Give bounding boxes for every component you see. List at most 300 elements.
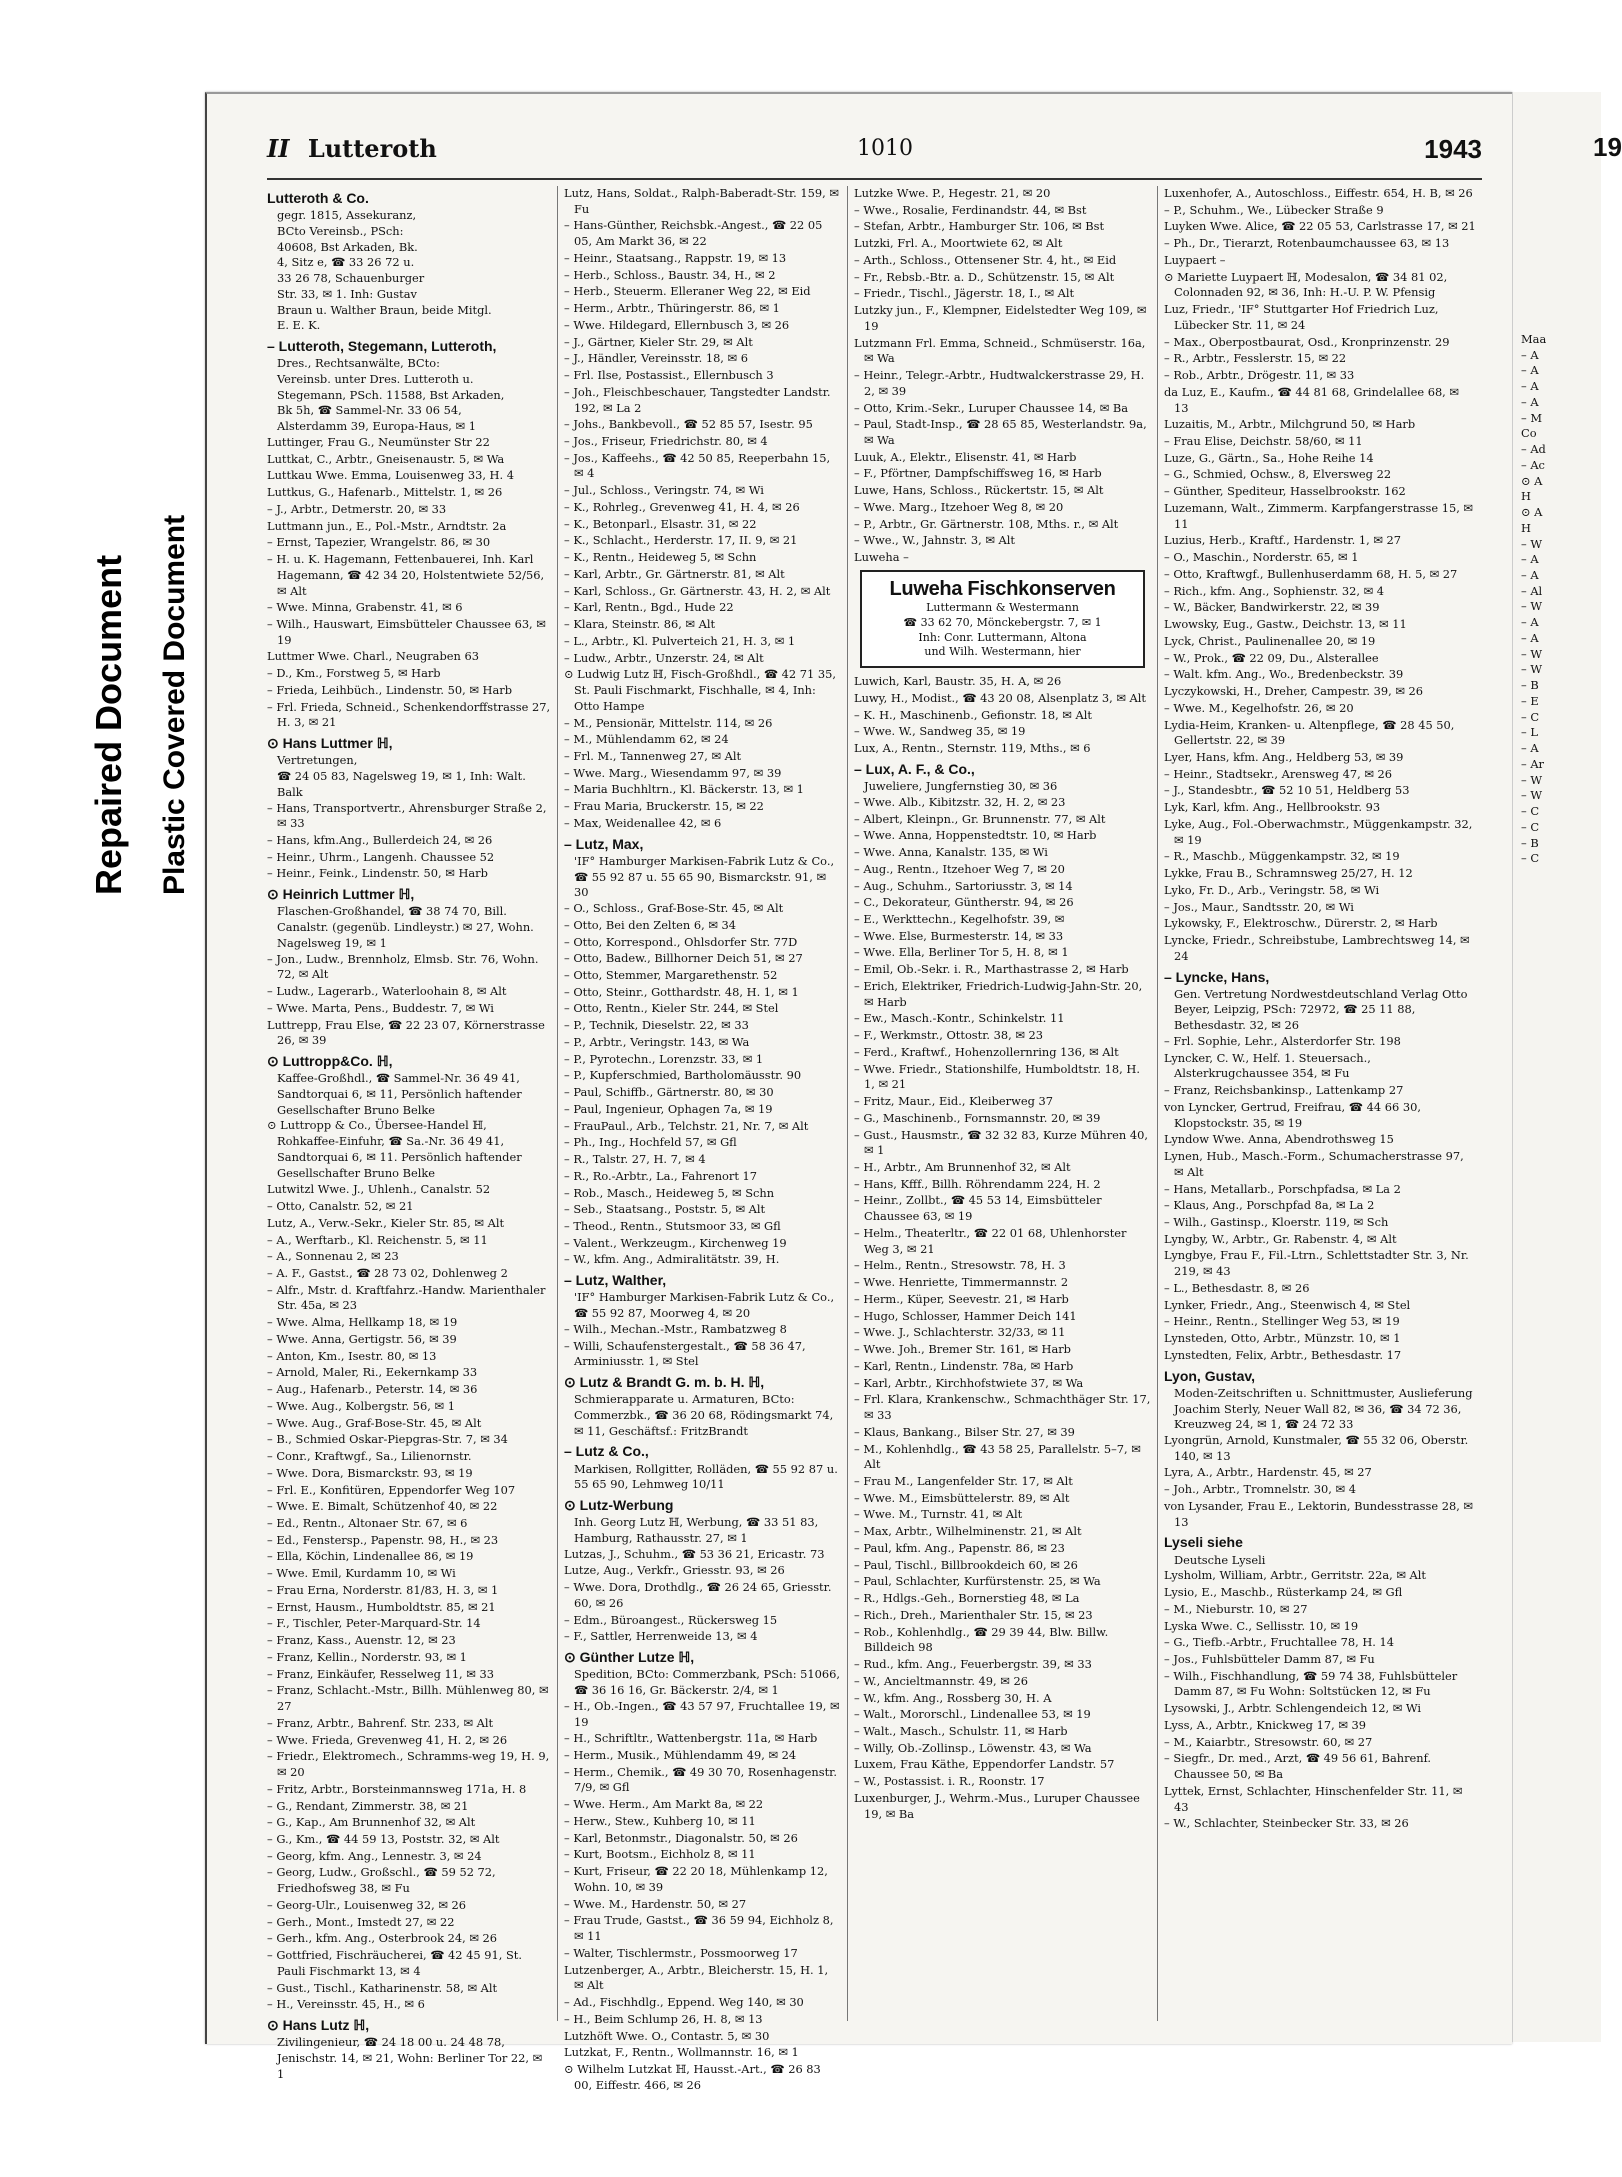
directory-entry: Lutz, Hans, Soldat., Ralph-Baberadt-Str. 159, ✉ Fu (564, 186, 839, 216)
directory-entry: – Karl, Arbtr., Kirchhofstwiete 37, ✉ Wa (854, 1375, 1084, 1390)
firm-detail-line: Spedition, BCto: Commerzbank, PSch: 51066, ☎ 36 16 16, Gr. Bäckerstr. 2/4, ✉ 1 (574, 1667, 841, 1698)
directory-entry: – Helm., Rentn., Stresowstr. 78, H. 3 (854, 1258, 1066, 1273)
firm-detail-line: Braun u. Walther Braun, beide Mitgl. (277, 302, 492, 317)
neighbor-line: – A (1521, 394, 1539, 409)
directory-entry: – G., Rendant, Zimmerstr. 38, ✉ 21 (267, 1798, 469, 1813)
directory-entry: Lyer, Hans, kfm. Ang., Heldberg 53, ✉ 39 (1164, 749, 1404, 764)
directory-entry: – Max, Weidenallee 42, ✉ 6 (564, 815, 722, 830)
neighbor-line: – Al (1521, 583, 1543, 598)
directory-entry: – L., Arbtr., Kl. Pulverteich 21, H. 3, ✉ 1 (564, 633, 796, 648)
directory-entry: – H. u. K. Hagemann, Fettenbauerei, Inh. Karl Hagemann, ☎ 42 34 20, Holstentwiete 52/56, ✉ Alt (267, 552, 545, 598)
directory-entry: – Karl, Betonmstr., Diagonalstr. 50, ✉ 26 (564, 1830, 798, 1845)
directory-entry: – Wwe. M., Hardenstr. 50, ✉ 27 (564, 1896, 747, 1911)
directory-entry: Luzemann, Walt., Zimmerm. Karpfangerstrasse 15, ✉ 11 (1164, 500, 1473, 531)
directory-entry: – G., Km., ☎ 44 59 13, Poststr. 32, ✉ Alt (267, 1831, 500, 1846)
directory-entry: – Wwe. Ella, Berliner Tor 5, H. 8, ✉ 1 (854, 945, 1069, 960)
directory-entry: – Frieda, Leihbüch., Lindenstr. 50, ✉ Harb (267, 682, 512, 697)
directory-entry: – Frl. Klara, Krankenschw., Schmachthäger Str. 17, ✉ 33 (854, 1392, 1151, 1423)
neighbor-line: H (1521, 489, 1531, 504)
directory-entry: – P., Kupferschmied, Bartholomäusstr. 90 (564, 1068, 802, 1083)
directory-entry: – Ludw., Arbtr., Unzerstr. 24, ✉ Alt (564, 650, 764, 665)
directory-entry: – Ph., Ing., Hochfeld 57, ✉ Gfl (564, 1135, 737, 1150)
directory-entry: – Heinr., Staatsang., Rappstr. 19, ✉ 13 (564, 250, 787, 265)
directory-entry: – J., Arbtr., Detmerstr. 20, ✉ 33 (267, 501, 447, 516)
directory-entry: – Otto, Korrespond., Ohlsdorfer Str. 77D (564, 934, 798, 949)
directory-entry: Lysowski, J., Arbtr. Schlengendeich 12, ✉ Wi (1164, 1701, 1422, 1716)
advertisement-line: ☎ 33 62 70, Mönckebergstr. 7, ✉ 1 (903, 615, 1102, 629)
directory-entry: – Heinr., Zollbt., ☎ 45 53 14, Eimsbütteler Chaussee 63, ✉ 19 (854, 1193, 1102, 1224)
directory-entry: – Otto, Bei den Zelten 6, ✉ 34 (564, 917, 736, 932)
directory-entry: Luwe, Hans, Schloss., Rückertstr. 15, ✉ Alt (854, 483, 1104, 498)
directory-entry: Lux, A., Rentn., Sternstr. 119, Mths., ✉ 6 (854, 741, 1091, 756)
directory-entry: Luttrepp, Frau Else, ☎ 22 23 07, Körnerstrasse 26, ✉ 39 (267, 1017, 545, 1048)
directory-entry: – Gottfried, Fischräucherei, ☎ 42 45 91, St. Pauli Fischmarkt 13, ✉ 4 (267, 1948, 522, 1978)
directory-entry: – Stefan, Arbtr., Hamburger Str. 106, ✉ Bst (854, 219, 1105, 234)
directory-entry: – W., kfm. Ang., Rossberg 30, H. A (854, 1690, 1052, 1705)
directory-entry: – G., Schmied, Ochsw., 8, Elversweg 22 (1164, 467, 1392, 482)
directory-entry: – Fritz, Maur., Eid., Kleiberweg 37 (854, 1094, 1053, 1109)
directory-entry: Luwich, Karl, Baustr. 35, H. A, ✉ 26 (854, 674, 1062, 689)
directory-entry: – Heinr., Rentn., Stellinger Weg 53, ✉ 19 (1164, 1314, 1400, 1329)
neighbor-page-edge (1512, 92, 1622, 2042)
directory-entry: – F., Pförtner, Dampfschiffsweg 16, ✉ Harb (854, 466, 1102, 481)
neighbor-line: – A (1521, 615, 1539, 630)
directory-entry: Lysholm, William, Arbtr., Gerritstr. 22a, ✉ Alt (1164, 1568, 1426, 1583)
directory-entry: Luweha – (854, 550, 909, 565)
directory-entry: Luypaert – (1164, 252, 1226, 267)
directory-entry: – Aug., Schuhm., Sartoriusstr. 3, ✉ 14 (854, 878, 1073, 893)
neighbor-line: – W (1521, 536, 1543, 551)
firm-detail-line: Kaffee-Großhdl., ☎ Sammel-Nr. 36 49 41, Sandtorquai 6, ✉ 11, Persönlich haftender Gesellschafter Bruno Belke (277, 1071, 522, 1117)
firm-heading: Lyseli siehe (1164, 1534, 1243, 1551)
directory-entry: – Ernst, Tapezier, Wrangelstr. 86, ✉ 30 (267, 535, 491, 550)
directory-entry: – Heinr., Uhrm., Langenh. Chaussee 52 (267, 849, 495, 864)
directory-entry: – Frau M., Langenfelder Str. 17, ✉ Alt (854, 1473, 1073, 1488)
firm-heading: ⊙ Hans Lutz ℍ, (267, 2017, 370, 2034)
neighbor-line: – E (1521, 693, 1539, 708)
directory-entry: – Heinr., Stadtsekr., Arensweg 47, ✉ 26 (1164, 766, 1392, 781)
directory-entry: Luxem, Frau Käthe, Eppendorfer Landstr. 57 (854, 1757, 1115, 1772)
directory-entry: – P., Arbtr., Gr. Gärtnerstr. 108, Mths. r., ✉ Alt (854, 516, 1119, 531)
neighbor-line: – C (1521, 819, 1540, 834)
directory-entry: – J., Händler, Vereinsstr. 18, ✉ 6 (564, 351, 748, 366)
neighbor-line: – C (1521, 851, 1540, 866)
page-content (267, 134, 1482, 2092)
directory-entry: – Erich, Elektriker, Friedrich-Ludwig-Jahn-Str. 20, ✉ Harb (854, 978, 1143, 1009)
directory-entry: – Wwe. Marta, Pens., Buddestr. 7, ✉ Wi (267, 1000, 494, 1015)
directory-entry: Lyttek, Ernst, Schlachter, Hinschenfelder Str. 11, ✉ 43 (1164, 1783, 1463, 1814)
page-header (267, 134, 1482, 180)
directory-entry: Luwy, H., Modist., ☎ 43 20 08, Alsenplatz 3, ✉ Alt (854, 691, 1146, 705)
directory-entry: – Paul, Tischl., Billbrookdeich 60, ✉ 26 (854, 1557, 1078, 1572)
directory-entry: – Klaus, Ang., Porschpfad 8a, ✉ La 2 (1164, 1198, 1375, 1213)
directory-entry: – Frl. E., Konfitüren, Eppendorfer Weg 107 (267, 1482, 516, 1497)
directory-entry: – Wilh., Hauswart, Eimsbütteler Chaussee 63, ✉ 19 (267, 617, 546, 647)
directory-entry: – Hugo, Schlosser, Hammer Deich 141 (854, 1308, 1077, 1323)
directory-entry: Luuk, A., Elektr., Elisenstr. 41, ✉ Harb (854, 449, 1077, 464)
directory-entry: – Hans-Günther, Reichsbk.-Angest., ☎ 22 05 05, Am Markt 36, ✉ 22 (564, 218, 823, 249)
directory-entry: – Friedr., Elektromech., Schramms-weg 19, H. 9, ✉ 20 (267, 1749, 550, 1780)
directory-entry: – Frau Trude, Gastst., ☎ 36 59 94, Eichholz 8, ✉ 11 (564, 1913, 834, 1944)
header-left (267, 134, 437, 163)
directory-entry: – Klaus, Bankang., Bilser Str. 27, ✉ 39 (854, 1424, 1075, 1439)
directory-entry: Lydia-Heim, Kranken- u. Altenpflege, ☎ 28 45 50, Gellertstr. 22, ✉ 39 (1164, 717, 1455, 748)
directory-entry: – Wwe. Marg., Itzehoer Weg 8, ✉ 20 (854, 499, 1064, 514)
directory-entry: – Gust., Tischl., Katharinenstr. 58, ✉ Alt (267, 1980, 498, 1995)
directory-entry: – Aug., Rentn., Itzehoer Weg 7, ✉ 20 (854, 861, 1065, 876)
directory-entry: – Kurt, Bootsm., Eichholz 8, ✉ 11 (564, 1847, 756, 1862)
directory-entry: – Heinr., Feink., Lindenstr. 50, ✉ Harb (267, 866, 488, 881)
firm-detail-line: Vereinsb. unter Dres. Lutteroth u. (277, 371, 474, 386)
directory-entry: – Aug., Hafenarb., Peterstr. 14, ✉ 36 (267, 1382, 478, 1397)
directory-entry: – Jos., Friseur, Friedrichstr. 80, ✉ 4 (564, 434, 768, 449)
directory-entry: – Paul, Schlachter, Kurfürstenstr. 25, ✉ Wa (854, 1574, 1101, 1589)
directory-entry: – Wwe. Anna, Kanalstr. 135, ✉ Wi (854, 845, 1048, 860)
directory-entry: – A., Werftarb., Kl. Reichenstr. 5, ✉ 11 (267, 1232, 488, 1247)
directory-entry: – O., Schloss., Graf-Bose-Str. 45, ✉ Alt (564, 901, 784, 916)
firm-heading: – Lutz, Walther, (564, 1272, 667, 1289)
directory-entry: – Jos., Kaffeehs., ☎ 42 50 85, Reeperbahn 15, ✉ 4 (564, 450, 831, 481)
firm-detail-line: 33 26 78, Schauenburger (277, 271, 425, 286)
directory-entry: Lyncke, Friedr., Schreibstube, Lambrechtsweg 14, ✉ 24 (1164, 933, 1470, 963)
column-4 (1157, 186, 1482, 2021)
firm-detail-line: Bk 5h, ☎ Sammel-Nr. 33 06 54, (277, 403, 462, 418)
directory-entry: – R., Talstr. 27, H. 7, ✉ 4 (564, 1152, 706, 1167)
directory-entry: – Wwe. Anna, Gertigstr. 56, ✉ 39 (267, 1331, 457, 1346)
directory-entry: – P., Pyrotechn., Lorenzstr. 33, ✉ 1 (564, 1051, 764, 1066)
firm-detail-line: gegr. 1815, Assekuranz, (277, 208, 417, 223)
firm-detail-line: Stegemann, PSch. 11588, Bst Arkaden, (277, 387, 505, 402)
directory-entry: – K. H., Maschinenb., Gefionstr. 18, ✉ Alt (854, 707, 1092, 722)
firm-heading: Lyon, Gustav, (1164, 1367, 1256, 1384)
directory-entry: ⊙ Wilhelm Lutzkat ℍ, Hausst.-Art., ☎ 26 83 00, Eiffestr. 466, ✉ 26 (564, 2061, 821, 2092)
neighbor-line: – Ar (1521, 756, 1544, 771)
directory-entry: – Wwe. E. Bimalt, Schützenhof 40, ✉ 22 (267, 1499, 498, 1514)
directory-entry: Lynsteden, Otto, Arbtr., Münzstr. 10, ✉ 1 (1164, 1331, 1401, 1346)
directory-entry: – Wwe. W., Sandweg 35, ✉ 19 (854, 724, 1026, 739)
directory-entry: – P., Arbtr., Veringstr. 143, ✉ Wa (564, 1034, 750, 1049)
directory-entry: – Wwe. M., Kegelhofstr. 26, ✉ 20 (1164, 700, 1354, 715)
directory-entry: – Wilh., Mechan.-Mstr., Rambatzweg 8 (564, 1321, 787, 1336)
directory-entry: – K., Schlacht., Herderstr. 17, II. 9, ✉ 21 (564, 533, 798, 548)
directory-entry: – H., Vereinsstr. 45, H., ✉ 6 (267, 1997, 425, 2012)
neighbor-line: – A (1521, 568, 1539, 583)
directory-entry: – Herm., Musik., Mühlendamm 49, ✉ 24 (564, 1748, 797, 1763)
header-name: Lutteroth (307, 134, 437, 163)
directory-entry: Lykke, Frau B., Schramnsweg 25/27, H. 12 (1164, 866, 1413, 881)
directory-entry: – H., Schriftltr., Wattenbergstr. 11a, ✉ Harb (564, 1731, 818, 1746)
directory-entry: – Franz, Kass., Auenstr. 12, ✉ 23 (267, 1633, 456, 1648)
directory-entry: – Franz, Arbtr., Bahrenf. Str. 233, ✉ Alt (267, 1715, 494, 1730)
advertisement-line: Luttermann & Westermann (926, 600, 1079, 614)
firm-detail-line: Flaschen-Großhandel, ☎ 38 74 70, Bill. Canalstr. (gegenüb. Lindleystr.) ✉ 27, Wohn. Nagelsweg 19, ✉ 1 (277, 904, 534, 950)
directory-entry: – Hans, kfm.Ang., Bullerdeich 24, ✉ 26 (267, 833, 493, 847)
directory-entry: – J., Gärtner, Kieler Str. 29, ✉ Alt (564, 334, 753, 349)
directory-entry: – Herm., Arbtr., Thüringerstr. 86, ✉ 1 (564, 301, 780, 316)
directory-entry: – Anton, Km., Isestr. 80, ✉ 13 (267, 1348, 437, 1363)
directory-entry: – Wilh., Gastinsp., Kloerstr. 119, ✉ Sch (1164, 1214, 1389, 1229)
directory-entry: von Lysander, Frau E., Lektorin, Bundesstrasse 28, ✉ 13 (1164, 1498, 1473, 1529)
directory-entry: Luze, G., Gärtn., Sa., Hohe Reihe 14 (1164, 450, 1374, 465)
directory-entry: – Wwe. J., Schlachterstr. 32/33, ✉ 11 (854, 1325, 1066, 1340)
neighbor-line: – Ad (1521, 442, 1546, 457)
directory-entry: – Wwe. M., Eimsbüttelerstr. 89, ✉ Alt (854, 1490, 1070, 1505)
directory-entry: – Paul, kfm. Ang., Papenstr. 86, ✉ 23 (854, 1540, 1065, 1555)
neighbor-line: – C (1521, 709, 1540, 724)
directory-entry: – Jon., Ludw., Brennholz, Elmsb. Str. 76, Wohn. 72, ✉ Alt (267, 951, 539, 982)
directory-entry: Lynstedten, Felix, Arbtr., Bethesdastr. 17 (1164, 1347, 1402, 1362)
directory-entry: Lyss, A., Arbtr., Knickweg 17, ✉ 39 (1164, 1717, 1366, 1732)
directory-entry: – Wwe., W., Jahnstr. 3, ✉ Alt (854, 533, 1015, 548)
neighbor-line: ⊙ A (1521, 505, 1543, 520)
directory-entry: – W., Bäcker, Bandwirkerstr. 22, ✉ 39 (1164, 600, 1380, 615)
directory-entry: Luzaitis, M., Arbtr., Milchgrund 50, ✉ Harb (1164, 417, 1416, 432)
firm-detail-line: Deutsche Lyseli (1174, 1552, 1266, 1567)
directory-entry: – Karl, Schloss., Gr. Gärtnerstr. 43, H. 2, ✉ Alt (564, 583, 831, 598)
directory-entry: – Rich., kfm. Ang., Sophienstr. 32, ✉ 4 (1164, 583, 1385, 598)
directory-entry: – Albert, Kleinpn., Gr. Brunnenstr. 77, ✉ Alt (854, 811, 1106, 826)
firm-detail-line: Zivilingenieur, ☎ 24 18 00 u. 24 48 78, Jenischstr. 14, ✉ 21, Wohn: Berliner Tor 22, ✉ 1 (277, 2035, 543, 2081)
neighbor-page-lines (1513, 332, 1601, 867)
firm-detail-line: Schmierapparate u. Armaturen, BCto: Commerzbk., ☎ 36 20 68, Rödingsmarkt 74, ✉ 11, Geschäftsf.: FritzBrandt (574, 1392, 834, 1438)
directory-entry: – Wwe. Emil, Kurdamm 10, ✉ Wi (267, 1566, 456, 1581)
directory-entry: Lyra, A., Arbtr., Hardenstr. 45, ✉ 27 (1164, 1465, 1372, 1480)
directory-entry: Lyndow Wwe. Anna, Abendrothsweg 15 (1164, 1132, 1394, 1147)
directory-entry: – Rud., kfm. Ang., Feuerbergstr. 39, ✉ 33 (854, 1657, 1092, 1672)
directory-entry: – Ferd., Kraftwf., Hohenzollernring 136, ✉ Alt (854, 1044, 1119, 1059)
directory-entry: – Edm., Büroangest., Rückersweg 15 (564, 1612, 778, 1627)
directory-entry: – Wwe. Aug., Graf-Bose-Str. 45, ✉ Alt (267, 1415, 482, 1430)
directory-entry: – Otto, Krim.-Sekr., Luruper Chaussee 14, ✉ Ba (854, 400, 1129, 415)
directory-entry: Lutze, Aug., Verkfr., Griesstr. 93, ✉ 26 (564, 1563, 785, 1578)
page-number: 1010 (857, 136, 913, 161)
directory-entry: – G., Kap., Am Brunnenhof 32, ✉ Alt (267, 1815, 476, 1830)
neighbor-line: – A (1521, 347, 1539, 362)
directory-entry: Lyska Wwe. C., Sellisstr. 10, ✉ 19 (1164, 1618, 1359, 1633)
volume-number: II (267, 134, 290, 163)
directory-entry: – Helm., Theaterltr., ☎ 22 01 68, Uhlenhorster Weg 3, ✉ 21 (854, 1225, 1127, 1256)
firm-detail-line: Gen. Vertretung Nordwestdeutschland Verlag Otto Beyer, Leipzig, PSch: 72972, ☎ 25 11 88, Bethesdastr. 32, ✉ 26 (1174, 986, 1468, 1033)
year: 1943 (1424, 134, 1482, 164)
directory-entry: – Georg-Ulr., Louisenweg 32, ✉ 26 (267, 1897, 467, 1912)
directory-entry: – Rob., Kohlenhdlg., ☎ 29 39 44, Blw. Billw. Billdeich 98 (854, 1624, 1109, 1655)
directory-entry: – Max, Arbtr., Wilhelminenstr. 21, ✉ Alt (854, 1524, 1082, 1539)
directory-entry: – H., Arbtr., Am Brunnenhof 32, ✉ Alt (854, 1160, 1071, 1175)
directory-entry: Luxenhofer, A., Autoschloss., Eiffestr. 654, H. B, ✉ 26 (1164, 186, 1473, 200)
directory-page (205, 92, 1512, 2092)
directory-entry: – Heinr., Telegr.-Arbtr., Hudtwalckerstrasse 29, H. 2, ✉ 39 (854, 368, 1145, 398)
directory-entry: – W., kfm. Ang., Admiralitätstr. 39, H. (564, 1252, 780, 1267)
directory-entry: – Otto, Badew., Billhorner Deich 51, ✉ 27 (564, 951, 803, 966)
directory-entry: da Luz, E., Kaufm., ☎ 44 81 68, Grindelallee 68, ✉ 13 (1164, 384, 1459, 415)
neighbor-line: – W (1521, 788, 1543, 803)
directory-entry: – Siegfr., Dr. med., Arzt, ☎ 49 56 61, Bahrenf. Chaussee 50, ✉ Ba (1164, 1751, 1432, 1782)
firm-detail-line: 'IF° Hamburger Markisen-Fabrik Lutz & Co., ☎ 55 92 87, Moorweg 4, ✉ 20 (574, 1290, 835, 1321)
directory-entry: Lutz, A., Verw.-Sekr., Kieler Str. 85, ✉ Alt (267, 1215, 505, 1230)
directory-entry: – Herm., Küper, Seevestr. 21, ✉ Harb (854, 1291, 1069, 1306)
directory-entry: – Jul., Schloss., Veringstr. 74, ✉ Wi (564, 483, 764, 498)
directory-entry: Lyko, Fr. D., Arb., Veringstr. 58, ✉ Wi (1164, 882, 1380, 897)
directory-entry: Luz, Friedr., 'IF° Stuttgarter Hof Friedrich Luz, Lübecker Str. 11, ✉ 24 (1164, 302, 1439, 332)
directory-entry: Lynen, Hub., Masch.-Form., Schumacherstrasse 97, ✉ Alt (1164, 1149, 1464, 1179)
neighbor-line: – W (1521, 772, 1543, 787)
directory-entry: – Wwe. Else, Burmesterstr. 14, ✉ 33 (854, 928, 1064, 943)
directory-entry: – Maria Buchhltrn., Kl. Bäckerstr. 13, ✉ 1 (564, 782, 804, 797)
directory-entry: Luttkus, G., Hafenarb., Mittelstr. 1, ✉ 26 (267, 485, 503, 500)
directory-entry: – W., Postassist. i. R., Roonstr. 17 (854, 1774, 1045, 1789)
directory-entry: – W., Ancieltmannstr. 49, ✉ 26 (854, 1673, 1028, 1688)
directory-entry: – F., Tischler, Peter-Marquard-Str. 14 (267, 1616, 481, 1631)
directory-entry: – Karl, Rentn., Lindenstr. 78a, ✉ Harb (854, 1358, 1074, 1373)
directory-entry: Lyngby, W., Arbtr., Gr. Rabenstr. 4, ✉ Alt (1164, 1231, 1397, 1246)
neighbor-line: – W (1521, 599, 1543, 614)
directory-entry: ⊙ Ludwig Lutz ℍ, Fisch-Großhdl., ☎ 42 71 35, St. Pauli Fischmarkt, Fischhalle, ✉ 4, Inh: Otto Hampe (564, 667, 837, 713)
directory-entry: – Wwe. Dora, Drothdlg., ☎ 26 24 65, Griesstr. 60, ✉ 26 (564, 1580, 832, 1610)
directory-entry: – Frau Elise, Deichstr. 58/60, ✉ 11 (1164, 434, 1363, 449)
directory-entry: Lyczykowski, H., Dreher, Campestr. 39, ✉ 26 (1164, 684, 1423, 699)
directory-entry: – Friedr., Tischl., Jägerstr. 18, I., ✉ Alt (854, 286, 1075, 301)
directory-entry: – A., Sonnenau 2, ✉ 23 (267, 1249, 399, 1264)
firm-heading: ⊙ Hans Luttmer ℍ, (267, 735, 393, 752)
directory-entry: – Otto, Canalstr. 52, ✉ 21 (267, 1199, 414, 1214)
advertisement-title: Luweha Fischkonserven (889, 577, 1116, 600)
firm-heading: – Lyncke, Hans, (1164, 968, 1270, 985)
firm-heading: ⊙ Günther Lutze ℍ, (564, 1649, 695, 1666)
directory-entry: – Wwe. Minna, Grabenstr. 41, ✉ 6 (267, 600, 463, 615)
directory-entry: – Valent., Werkzeugm., Kirchenweg 19 (564, 1235, 787, 1250)
directory-entry: – R., Hdlgs.-Geh., Bornerstieg 48, ✉ La (854, 1591, 1080, 1606)
directory-entry: – Otto, Kraftwgf., Bullenhuserdamm 68, H. 5, ✉ 27 (1164, 566, 1458, 581)
directory-entry: – Georg, kfm. Ang., Lennestr. 3, ✉ 24 (267, 1848, 482, 1863)
directory-entry: – M., Mühlendamm 62, ✉ 24 (564, 732, 729, 747)
directory-entry: – Wwe. Frieda, Grevenweg 41, H. 2, ✉ 26 (267, 1732, 508, 1747)
directory-entry: – Jos., Maur., Sandtsstr. 20, ✉ Wi (1164, 899, 1354, 914)
directory-entry: – Ludw., Lagerarb., Waterloohain 8, ✉ Alt (267, 984, 507, 999)
firm-detail-line: ☎ 24 05 83, Nagelsweg 19, ✉ 1, Inh: Walt. Balk (277, 769, 526, 799)
neighbor-line: – M (1521, 410, 1542, 425)
directory-entry: – F., Werkmstr., Ottostr. 38, ✉ 23 (854, 1028, 1044, 1043)
directory-entry: Luzius, Herb., Kraftf., Hardenstr. 1, ✉ 27 (1164, 533, 1401, 548)
directory-entry: – Paul, Ingenieur, Ophagen 7a, ✉ 19 (564, 1101, 773, 1116)
neighbor-line: – A (1521, 741, 1539, 756)
directory-entry: Lutzmann Frl. Emma, Schneid., Schmüserstr. 16a, ✉ Wa (854, 335, 1146, 366)
directory-entry: – Herb., Steuerm. Elleraner Weg 22, ✉ Eid (564, 284, 811, 299)
directory-entry: – Johs., Bankbevoll., ☎ 52 85 57, Isestr. 95 (564, 417, 813, 432)
directory-entry: – Klara, Steinstr. 86, ✉ Alt (564, 617, 716, 632)
directory-entry: – Wwe. Aug., Kolbergstr. 56, ✉ 1 (267, 1398, 455, 1413)
directory-entry: – Fr., Rebsb.-Btr. a. D., Schützenstr. 15, ✉ Alt (854, 269, 1115, 284)
directory-entry: – Ella, Köchin, Lindenallee 86, ✉ 19 (267, 1549, 474, 1564)
firm-detail-line: 'IF° Hamburger Markisen-Fabrik Lutz & Co., ☎ 55 92 87 u. 55 65 90, Bismarckstr. 91, ✉ 30 (574, 853, 835, 900)
firm-detail-line: 4, Sitz e, ☎ 33 26 72 u. (277, 255, 415, 270)
directory-entry: – Willi, Schaufenstergestalt., ☎ 58 36 47, Arminiusstr. 1, ✉ Stel (564, 1338, 806, 1369)
firm-detail-line: Dres., Rechtsanwälte, BCto: (277, 356, 440, 371)
directory-entry: – Ed., Fenstersp., Papenstr. 98, H., ✉ 23 (267, 1532, 499, 1547)
directory-entry: – Alfr., Mstr. d. Kraftfahrz.-Handw. Marienthaler Str. 45a, ✉ 23 (267, 1282, 546, 1313)
firm-detail-line: Markisen, Rollgitter, Rolläden, ☎ 55 92 87 u. 55 65 90, Lehmweg 10/11 (574, 1461, 838, 1492)
directory-entry: Luxenburger, J., Wehrm.-Mus., Luruper Chaussee 19, ✉ Ba (854, 1790, 1140, 1821)
directory-entry: – Willy, Ob.-Zollinsp., Löwenstr. 43, ✉ Wa (854, 1740, 1092, 1755)
directory-entry: Lyck, Christ., Paulinenallee 20, ✉ 19 (1164, 633, 1376, 648)
directory-entry: – K., Rentn., Heideweg 5, ✉ Schn (564, 550, 757, 565)
directory-entry: – Karl, Arbtr., Gr. Gärtnerstr. 81, ✉ Alt (564, 566, 785, 581)
directory-entry: – Walt., Mororschl., Lindenallee 53, ✉ 19 (854, 1707, 1091, 1722)
directory-entry: – Wwe. Alb., Kibitzstr. 32, H. 2, ✉ 23 (854, 794, 1066, 809)
directory-entry: – Seb., Staatsang., Poststr. 5, ✉ Alt (564, 1202, 766, 1217)
directory-entry: – Max., Oberpostbaurat, Osd., Kronprinzenstr. 29 (1164, 334, 1450, 349)
column-1 (267, 186, 557, 2081)
directory-entry: – Wilh., Fischhandlung, ☎ 59 74 38, Fuhlsbütteler Damm 87, ✉ Fu Wohn: Soltstücken 12, ✉ Fu (1164, 1668, 1458, 1699)
directory-entry: – Ernst, Hausm., Humboldtstr. 85, ✉ 21 (267, 1599, 496, 1614)
directory-entry: – Gerh., Mont., Imstedt 27, ✉ 22 (267, 1914, 455, 1929)
directory-entry: – Conr., Kraftwgf., Sa., Lilienornstr. (267, 1449, 472, 1464)
directory-entry: Luttmann jun., E., Pol.-Mstr., Arndtstr. 2a (267, 518, 507, 533)
directory-entry: – W., Prok., ☎ 22 09, Du., Alsterallee (1164, 650, 1379, 665)
directory-entry: – O., Maschin., Norderstr. 65, ✉ 1 (1164, 550, 1359, 565)
directory-entry: – Rob., Arbtr., Drögestr. 11, ✉ 33 (1164, 368, 1355, 383)
directory-entry: – P., Schuhm., We., Lübecker Straße 9 (1164, 202, 1384, 217)
directory-entry: – Walter, Tischlermstr., Possmoorweg 17 (564, 1945, 798, 1960)
directory-entry: – Franz, Schlacht.-Mstr., Billh. Mühlenweg 80, ✉ 27 (267, 1683, 549, 1714)
firm-detail-line: 40608, Bst Arkaden, Bk. (277, 239, 418, 254)
firm-detail-line: Vertretungen, (277, 753, 358, 768)
advertisement-line: Inh: Conr. Luttermann, Altona (918, 630, 1087, 644)
directory-entry: – M., Nieburstr. 10, ✉ 27 (1164, 1601, 1308, 1616)
directory-entry: – Wwe. Friedr., Stationshilfe, Humboldtstr. 18, H. 1, ✉ 21 (854, 1061, 1140, 1092)
neighbor-line: Maa (1521, 332, 1547, 346)
directory-entry: – Theod., Rentn., Stutsmoor 33, ✉ Gfl (564, 1218, 781, 1233)
directory-entry: Lutwitzl Wwe. J., Uhlenh., Canalstr. 52 (267, 1182, 491, 1197)
directory-entry: – Hans, Kfff., Billh. Röhrendamm 224, H. 2 (854, 1176, 1101, 1191)
directory-entry: – Ew., Masch.-Kontr., Schinkelstr. 11 (854, 1011, 1065, 1026)
directory-entry: – F., Sattler, Herrenweide 13, ✉ 4 (564, 1629, 758, 1644)
directory-entry: – Franz, Kellin., Norderstr. 93, ✉ 1 (267, 1649, 467, 1664)
firm-heading: – Lutteroth, Stegemann, Lutteroth, (267, 338, 497, 355)
directory-entry: – Herb., Schloss., Baustr. 34, H., ✉ 2 (564, 267, 776, 282)
directory-entry: – Arth., Schloss., Ottensener Str. 4, ht., ✉ Eid (854, 252, 1117, 267)
directory-entry: Lwowsky, Eug., Gastw., Deichstr. 13, ✉ 11 (1164, 617, 1407, 632)
neighbor-line: – Ac (1521, 457, 1545, 472)
side-label-primary: Repaired Document (88, 554, 129, 895)
directory-entry: – H., Beim Schlump 26, H. 8, ✉ 13 (564, 2011, 763, 2026)
directory-entry: – Wwe. Marg., Wiesendamm 97, ✉ 39 (564, 765, 782, 780)
directory-entry: – Wwe. Joh., Bremer Str. 161, ✉ Harb (854, 1342, 1071, 1357)
directory-entry: ⊙ Mariette Luypaert ℍ, Modesalon, ☎ 34 81 02, Colonnaden 92, ✉ 36, Inh: H.-U. P. W. Pfensig (1164, 269, 1448, 300)
neighbor-line: – L (1521, 725, 1538, 740)
directory-entry: – R., Arbtr., Fesslerstr. 15, ✉ 22 (1164, 351, 1347, 366)
directory-entry: Luttmer Wwe. Charl., Neugraben 63 (267, 649, 479, 664)
directory-entry: – Ed., Rentn., Altonaer Str. 67, ✉ 6 (267, 1516, 468, 1531)
directory-entry: – Franz, Reichsbankinsp., Lattenkamp 27 (1164, 1083, 1404, 1098)
directory-entry: – L., Bethesdastr. 8, ✉ 26 (1164, 1280, 1310, 1295)
firm-heading: ⊙ Luttropp&Co. ℍ, (267, 1053, 393, 1069)
directory-entry: – Gerh., kfm. Ang., Osterbrook 24, ✉ 26 (267, 1931, 497, 1946)
directory-entry: – Georg, Ludw., Großschl., ☎ 59 52 72, Friedhofsweg 38, ✉ Fu (267, 1865, 496, 1896)
directory-entry: – R., Maschb., Müggenkampstr. 32, ✉ 19 (1164, 849, 1400, 864)
directory-entry: – Ph., Dr., Tierarzt, Rotenbaumchaussee 63, ✉ 13 (1164, 236, 1450, 251)
columns (267, 186, 1482, 2092)
firm-detail-line: Alsterdamm 39, Europa-Haus, ✉ 1 (277, 419, 476, 434)
advertisement-line: und Wilh. Westermann, hier (924, 645, 1081, 659)
directory-entry: – Wwe. Hildegard, Ellernbusch 3, ✉ 26 (564, 317, 790, 332)
neighbor-line: – A (1521, 630, 1539, 645)
directory-entry: – Frau Erna, Norderstr. 81/83, H. 3, ✉ 1 (267, 1582, 499, 1597)
directory-entry: – Wwe. M., Turnstr. 41, ✉ Alt (854, 1507, 1023, 1522)
directory-entry: – Frl. Ilse, Postassist., Ellernbusch 3 (564, 368, 774, 383)
column-2 (557, 186, 847, 2092)
directory-entry: – Frl. M., Tannenweg 27, ✉ Alt (564, 748, 742, 763)
directory-entry: – B., Schmied Oskar-Piepgras-Str. 7, ✉ 34 (267, 1432, 508, 1447)
